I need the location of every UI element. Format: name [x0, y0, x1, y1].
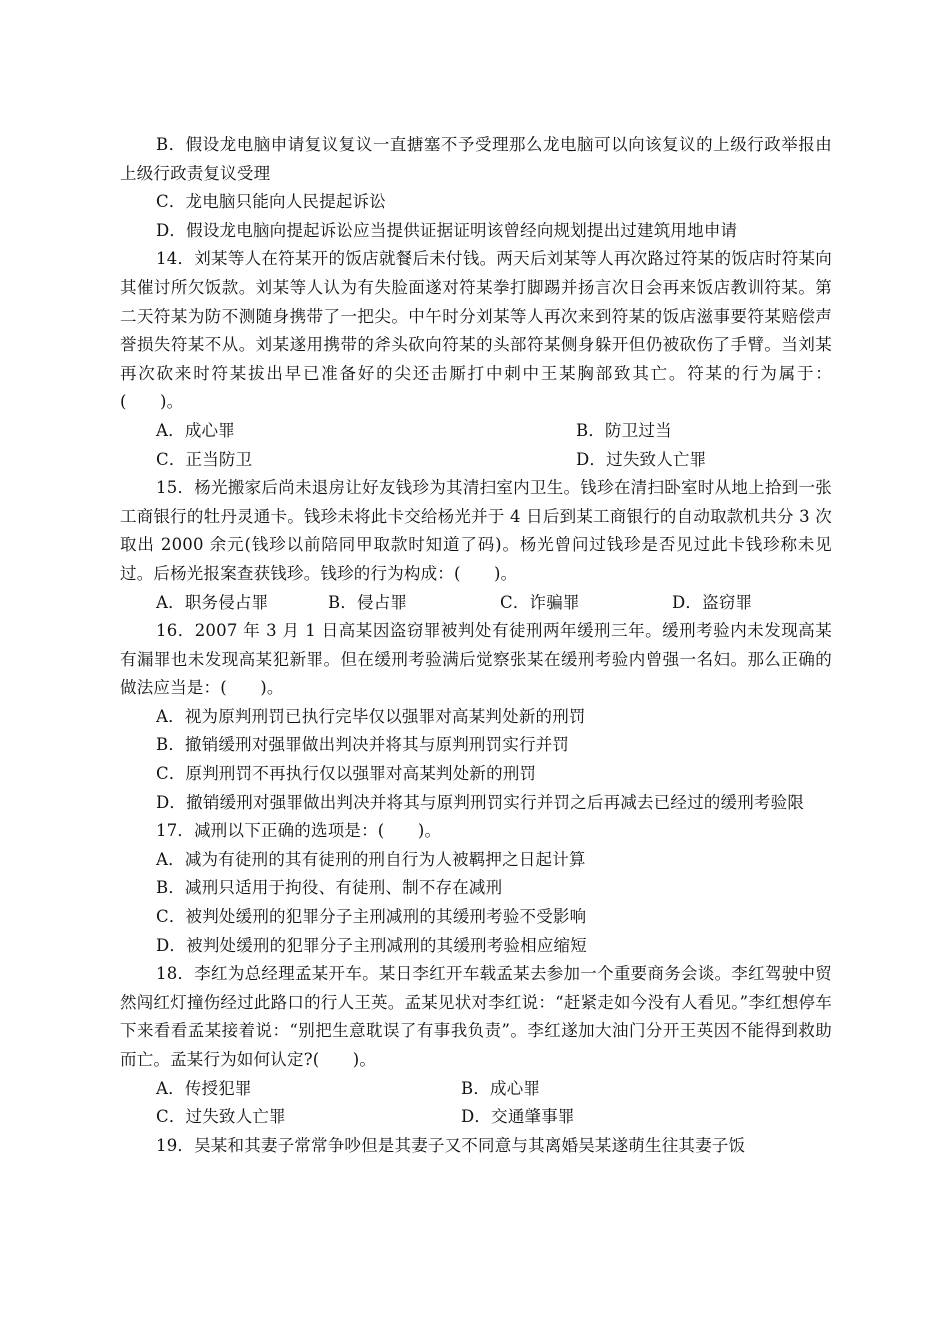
q18-options-row-1	[120, 1075, 832, 1104]
document-body	[120, 131, 832, 1160]
q17-option-a: A．减为有徒刑的其有徒刑的刑自行为人被羁押之日起计算	[156, 849, 586, 869]
q18-options-row-2	[120, 1103, 832, 1132]
q15-stem: 15．杨光搬家后尚未退房让好友钱珍为其清扫室内卫生。钱珍在清扫卧室时从地上拾到一张工商银行的牡丹灵通卡。钱珍未将此卡交给杨光并于 4 日后到某工商银行的自动取款机共分 3 次取出 2000 余元(钱珍以前陪同甲取款时知道了码)。杨光曾问过钱珍是否见过此卡钱珍称未见过。后杨光报案查获钱珍。钱珍的行为构成：( )。	[120, 478, 832, 583]
q15-option-a: A．职务侵占罪	[156, 592, 269, 612]
q17-option-c: C．被判处缓刑的犯罪分子主刑减刑的其缓刑考验不受影响	[156, 907, 587, 927]
q15-option-d: D．盗窃罪	[672, 592, 753, 612]
q14-option-d: D．过失致人亡罪	[576, 449, 707, 469]
q15-option-b: B．侵占罪	[328, 592, 408, 612]
q14-options-row-2	[120, 446, 832, 475]
q14-option-c: C．正当防卫	[156, 449, 253, 469]
q16-option-d: D．撤销缓刑对强罪做出判决并将其与原判刑罚实行并罚之后再减去已经过的缓刑考验限	[156, 792, 805, 812]
q19-stem: 19．吴某和其妻子常常争吵但是其妻子又不同意与其离婚吴某遂萌生往其妻子饭	[156, 1135, 746, 1155]
q15-option-c: C．诈骗罪	[500, 592, 580, 612]
q18-option-c: C．过失致人亡罪	[156, 1107, 286, 1127]
q16-option-b: B．撤销缓刑对强罪做出判决并将其与原判刑罚实行并罚	[156, 735, 570, 755]
q17-option-b: B．减刑只适用于拘役、有徒刑、制不存在减刑	[156, 878, 503, 898]
q18-option-b: B．成心罪	[461, 1078, 541, 1098]
q13-option-c: C．龙电脑只能向人民提起诉讼	[156, 192, 386, 212]
q18-option-d: D．交通肇事罪	[461, 1107, 575, 1127]
q17-option-d: D．被判处缓刑的犯罪分子主刑减刑的其缓刑考验相应缩短	[156, 935, 587, 955]
q13-option-d: D．假设龙电脑向提起诉讼应当提供证据证明该曾经向规划提出过建筑用地申请	[156, 220, 738, 240]
q14-stem: 14．刘某等人在符某开的饭店就餐后未付钱。两天后刘某等人再次路过符某的饭店时符某向其催讨所欠饭款。刘某等人认为有失脸面遂对符某拳打脚踢并扬言次日会再来饭店教训符某。第二天符某为防不测随身携带了一把尖。中午时分刘某等人再次来到符某的饭店滋事要符某赔偿声誉损失符某不从。刘某遂用携带的斧头砍向符某的头部符某侧身躲开但仍被砍伤了手臂。当刘某再次砍来时符某拔出早已准备好的尖还击厮打中刺中王某胸部致其亡。符某的行为属于：( )。	[120, 249, 832, 412]
q14-option-b: B．防卫过当	[576, 420, 672, 440]
q16-option-c: C．原判刑罚不再执行仅以强罪对高某判处新的刑罚	[156, 764, 537, 784]
q16-option-a: A．视为原判刑罚已执行完毕仅以强罪对高某判处新的刑罚	[156, 706, 586, 726]
q13-option-b: B．假设龙电脑申请复议复议一直搪塞不予受理那么龙电脑可以向该复议的上级行政举报由上级行政责复议受理	[120, 135, 832, 183]
q15-options-row	[120, 589, 832, 618]
q18-stem: 18．李红为总经理孟某开车。某日李红开车载孟某去参加一个重要商务会谈。李红驾驶中贸然闯红灯撞伤经过此路口的行人王英。孟某见状对李红说：“赶紧走如今没有人看见。”李红想停车下来看看孟某接着说：“别把生意耽误了有事我负责”。李红遂加大油门分开王英因不能得到救助而亡。孟某行为如何认定?( )。	[120, 964, 832, 1069]
q18-option-a: A．传授犯罪	[156, 1078, 252, 1098]
q16-stem: 16．2007 年 3 月 1 日高某因盗窃罪被判处有徒刑两年缓刑三年。缓刑考验内未发现高某有漏罪也未发现高某犯新罪。但在缓刑考验满后觉察张某在缓刑考验内曾强一名妇。那么正确的做法应当是：( )。	[120, 621, 832, 698]
q17-stem: 17．减刑以下正确的选项是：( )。	[156, 821, 442, 841]
q14-option-a: A．成心罪	[156, 420, 235, 440]
q14-options-row-1	[120, 417, 832, 446]
